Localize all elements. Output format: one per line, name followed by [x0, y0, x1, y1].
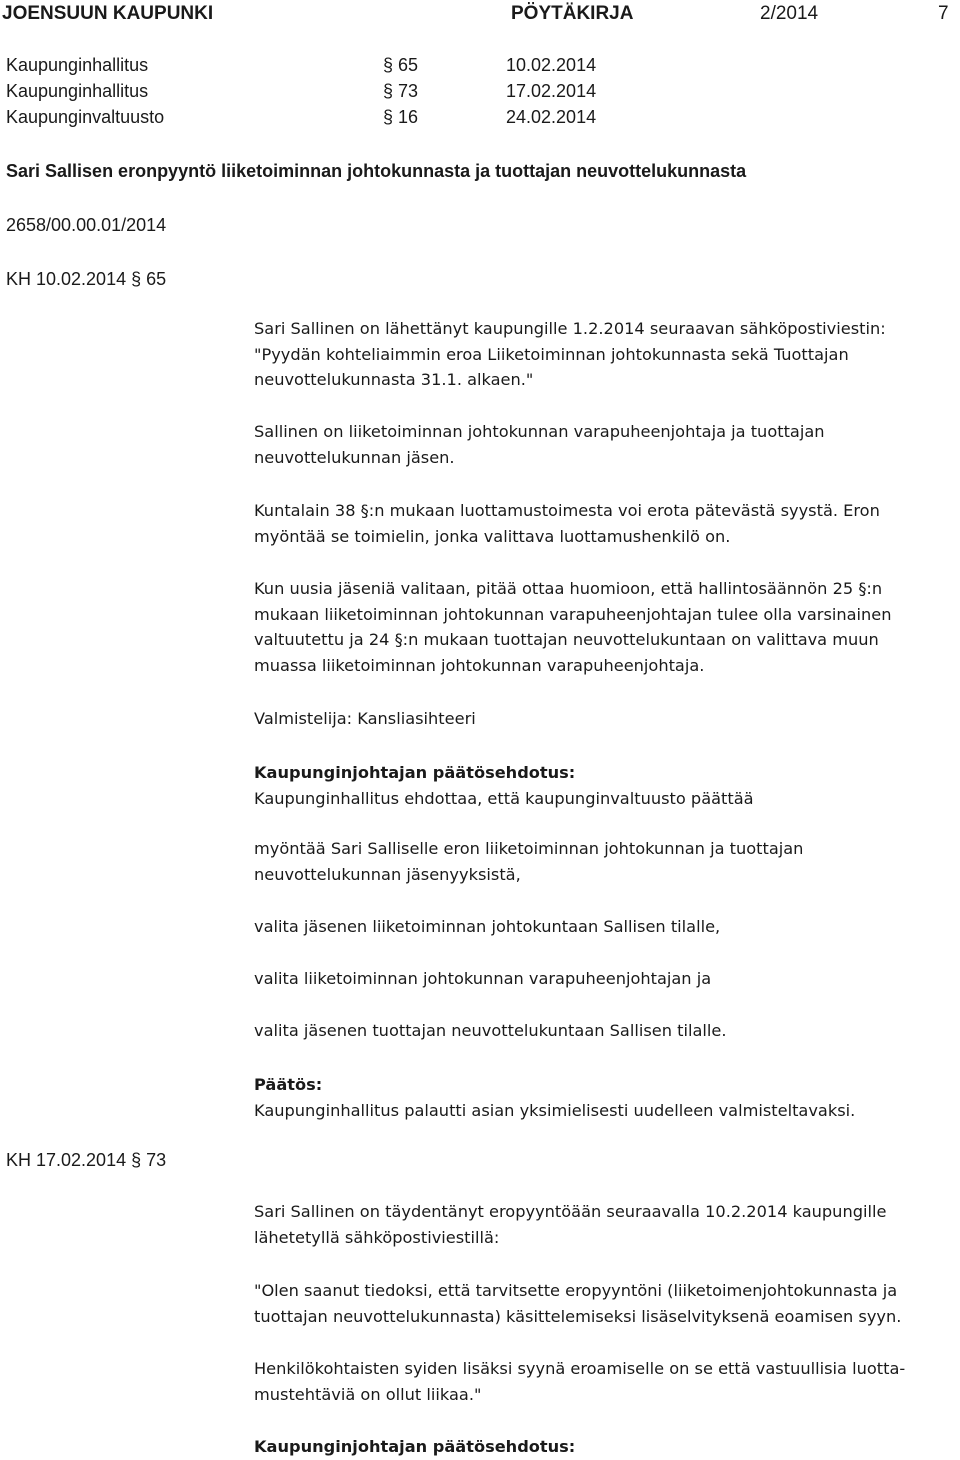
- quoted-email: "Olen saanut tiedoksi, että tarvitsette eropyyntöni (liiketoimenjohtokunnasta ja tuottajan neuvottelukunnasta) käsittelemiseksi lisäselvityksenä eoamisen syyn.: [254, 1281, 902, 1326]
- decision-heading: Päätös:: [254, 1075, 323, 1094]
- document-type: PÖYTÄKIRJA: [511, 3, 634, 24]
- paragraph: Sallinen on liiketoiminnan johtokunnan varapuheenjohtaja ja tuottajan neuvottelukunnan jäsen.: [254, 422, 825, 467]
- proposal-heading: Kaupunginjohtajan päätösehdotus:: [254, 763, 576, 782]
- paragraph: Henkilökohtaisten syiden lisäksi syynä eroamiselle on se että vastuullisia luotta- mustehtäviä on ollut liikaa.": [254, 1359, 906, 1404]
- paragraph: Sari Sallinen on täydentänyt eropyyntöään seuraavalla 10.2.2014 kaupungille lähetetyllä sähköpostiviestillä:: [254, 1202, 887, 1247]
- meeting-ref-body: Kaupunginhallitus: [6, 81, 149, 101]
- meeting-ref-section: § 73: [383, 81, 419, 101]
- paragraph: myöntää Sari Salliselle eron liiketoiminnan johtokunnan ja tuottajan neuvottelukunnan jäsenyyksistä,: [254, 839, 804, 884]
- decision-section: Päätös: Kaupunginhallitus palautti asian yksimielisesti uudelleen valmisteltavaksi.: [254, 1072, 954, 1123]
- meeting-ref-body: Kaupunginvaltuusto: [6, 107, 165, 127]
- meeting-ref-body: Kaupunginhallitus: [6, 55, 149, 75]
- page-number: 7: [938, 3, 949, 24]
- paragraph: valita jäsenen tuottajan neuvottelukuntaan Sallisen tilalle.: [254, 1021, 727, 1040]
- issue-number: 2/2014: [760, 3, 819, 24]
- paragraph: Sari Sallinen on lähettänyt kaupungille 1.2.2014 seuraavan sähköpostiviestin: "Pyydän kohteliaimmin eroa Liiketoiminnan johtokunnasta sekä Tuottajan neuvottelukunnasta 31.1. alkaen.": [254, 319, 886, 389]
- paragraph: valita liiketoiminnan johtokunnan varapuheenjohtajan ja: [254, 969, 712, 988]
- document-title: Sari Sallisen eronpyyntö liiketoiminnan johtokunnasta ja tuottajan neuvottelukunnasta: [6, 161, 747, 181]
- meeting-ref-section: § 65: [383, 55, 419, 75]
- meeting-ref-date: 24.02.2014: [506, 107, 597, 127]
- paragraph: Kun uusia jäseniä valitaan, pitää ottaa huomioon, että hallintosäännön 25 §:n mukaan liiketoiminnan johtokunnan varapuheenjohtajan tulee olla varsinainen valtuutettu ja 24 §:n mukaan tuottajan neuvottelukuntaan on valittava muun muassa liiketoiminnan johtokunnan varapuheenjohtaja.: [254, 579, 892, 675]
- meeting-ref-date: 17.02.2014: [506, 81, 597, 101]
- section-label: KH 10.02.2014 § 65: [6, 269, 167, 289]
- proposal-heading-2: Kaupunginjohtajan päätösehdotus:: [254, 1437, 576, 1456]
- paragraph: Kuntalain 38 §:n mukaan luottamustoimesta voi erota pätevästä syystä. Eron myöntää se toimielin, jonka valittava luottamushenkilö on.: [254, 501, 880, 546]
- organization-name: JOENSUUN KAUPUNKI: [2, 3, 214, 24]
- meeting-ref-date: 10.02.2014: [506, 55, 597, 75]
- paragraph: valita jäsenen liiketoiminnan johtokuntaan Sallisen tilalle,: [254, 917, 721, 936]
- record-number: 2658/00.00.01/2014: [6, 215, 167, 235]
- meeting-ref-section: § 16: [383, 107, 419, 127]
- section-label: KH 17.02.2014 § 73: [6, 1150, 167, 1170]
- preparer-line: Valmistelija: Kansliasihteeri: [254, 709, 476, 728]
- proposal-section: Kaupunginjohtajan päätösehdotus: Kaupunginhallitus ehdottaa, että kaupunginvaltuusto päättää: [254, 760, 954, 811]
